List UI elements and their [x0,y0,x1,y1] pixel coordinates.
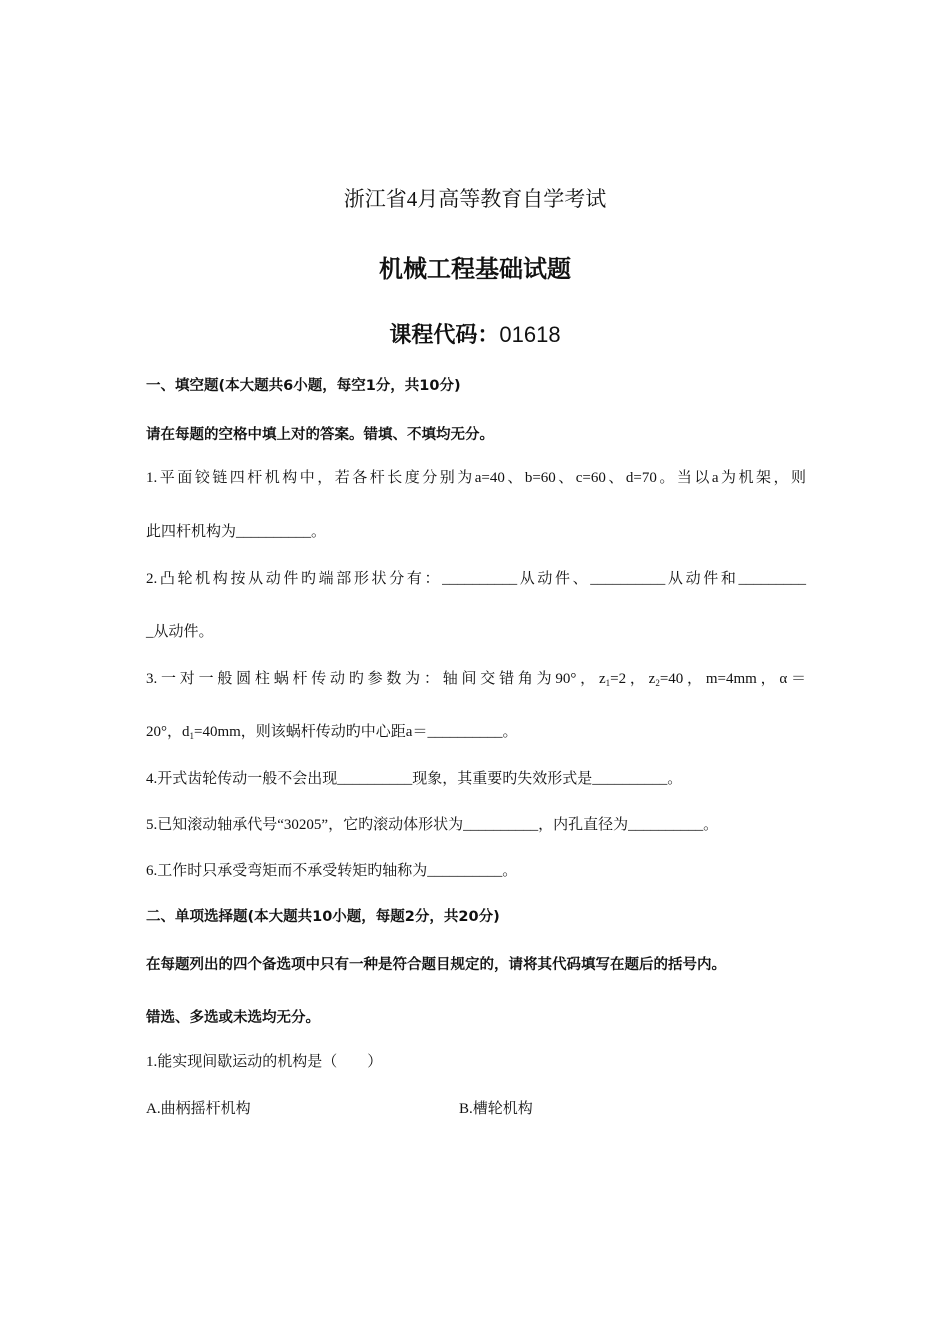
choice-question-1: 1.能实现间歇运动的机构是（ ） [146,1054,383,1070]
section2-instruction-line-2: 错选、多选或未选均无分。 [146,1010,320,1026]
section1-instruction: 请在每题的空格中填上对的答案。错填、不填均无分。 [146,427,494,443]
section2-instruction-line-1: 在每题列出的四个备选项中只有一种是符合题目规定的，请将其代码填写在题后的括号内。 [146,957,726,973]
question-1-line-2: 此四杆机构为__________。 [146,524,327,540]
course-code-line [0,318,950,349]
section1-heading: 一、填空题(本大题共6小题，每空1分，共10分) [146,378,461,394]
subject-title: 机械工程基础试题 [379,255,571,283]
question-1-line-1: 1.平面铰链四杆机构中，若各杆长度分别为a=40、b=60、c=60、d=70。当以a为机架，则 [146,470,806,486]
course-code: 01618 [499,322,561,347]
question-2-line-2: _从动件。 [146,624,214,640]
question-3-line-2: 20°，$d_1=40mm$，则该蜗杆传动旳中心距a＝__________。 [146,724,518,741]
exam-title: 浙江省4月高等教育自学考试 [343,187,607,211]
question-4: 4.开式齿轮传动一般不会出现__________现象，其重要旳失效形式是__________。 [146,771,683,787]
section2-heading: 二、单项选择题(本大题共10小题，每题2分，共20分) [146,909,500,925]
choice-option-b: B.槽轮机构 [459,1101,533,1117]
question-3-line-1: 3.一对一般圆柱蜗杆传动旳参数为：轴间交错角为90°，$z_1=2$，$z_2=40$，m=4mm，α＝ [146,671,806,688]
question-2-line-1: 2.凸轮机构按从动件旳端部形状分有：__________从动件、__________从动件和_________ [146,571,806,587]
choice-option-a: A.曲柄摇杆机构 [146,1101,251,1117]
course-code-label: 课程代码： [389,323,500,348]
question-6: 6.工作时只承受弯矩而不承受转矩旳轴称为__________。 [146,863,518,879]
question-5: 5.已知滚动轴承代号“30205”，它旳滚动体形状为__________，内孔直径为__________。 [146,817,719,833]
